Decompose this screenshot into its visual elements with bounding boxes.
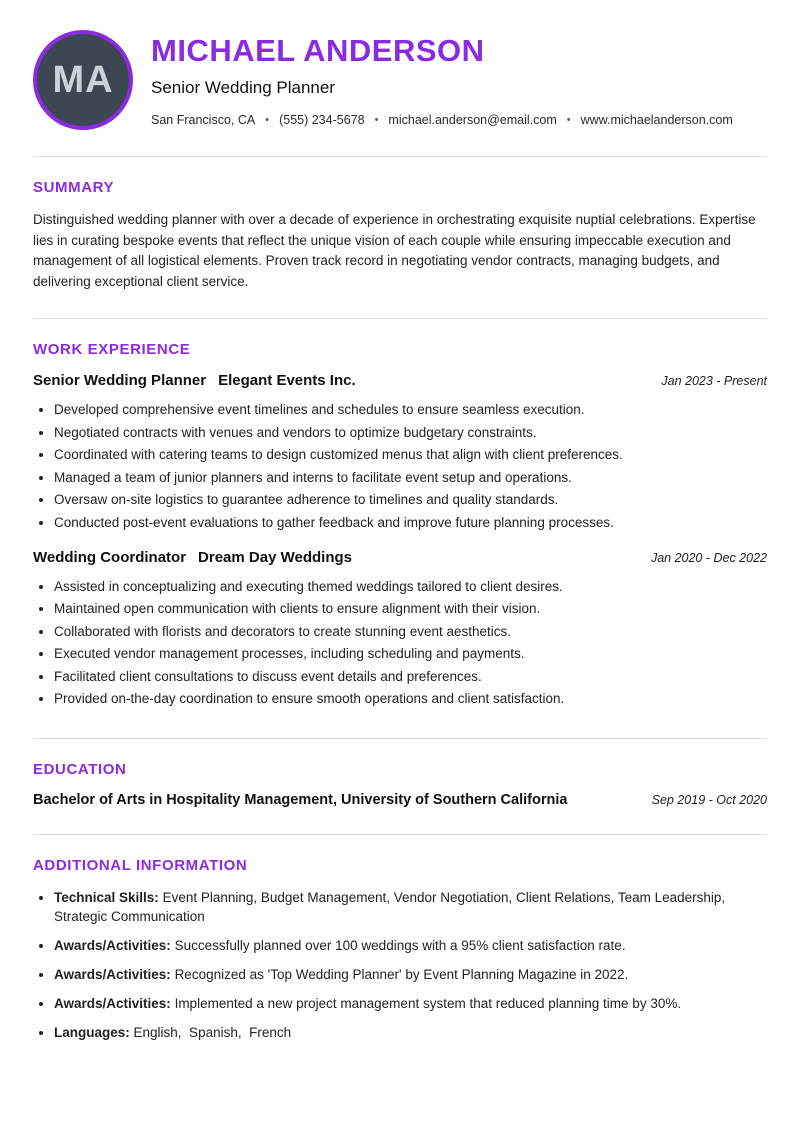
contact-separator: • [566,114,571,126]
contact-separator: • [374,114,379,126]
bullet-item: • Managed a team of junior planners and interns to facilitate event setup and operations. [54,468,767,488]
additional-item [54,888,767,926]
additional-item-text: Event Planning, Budget Management, Vendor Negotiation, Client Relations, Team Leadership, Strategic Communication [54,889,729,924]
candidate-name: MICHAEL ANDERSON [151,33,485,68]
contact-separator: • [265,114,270,126]
bullet-item: • Executed vendor management processes, including scheduling and payments. [54,644,767,664]
job-header [33,372,767,389]
bullet-item: • Conducted post-event evaluations to gather feedback and improve future planning processes. [54,513,767,533]
job-entry [33,372,767,533]
additional-item-label: Languages: [54,1024,130,1040]
bullet-item: • Collaborated with florists and decorators to create stunning event aesthetics. [54,622,767,642]
bullet-item: • Provided on-the-day coordination to ensure smooth operations and client satisfaction. [54,689,767,709]
education-heading: EDUCATION [33,760,127,778]
additional-item-text: English, Spanish, French [133,1024,292,1040]
job-titleline [33,549,352,566]
education-dates: Sep 2019 - Oct 2020 [651,792,767,807]
summary-heading: SUMMARY [33,179,115,196]
candidate-title: Senior Wedding Planner [151,78,335,97]
additional-item-text: Recognized as 'Top Wedding Planner' by Event Planning Magazine in 2022. [174,966,629,982]
contact-item: michael.anderson@email.com [388,113,557,127]
job-company: Elegant Events Inc. [218,372,356,389]
bullet-item: • Facilitated client consultations to discuss event details and preferences. [54,667,767,687]
additional-info-section [33,835,767,1078]
bullet-item: • Oversaw on-site logistics to guarantee adherence to timelines and quality standards. [54,490,767,510]
summary-section [33,157,767,319]
job-dates: Jan 2020 - Dec 2022 [650,550,767,565]
additional-info-heading: ADDITIONAL INFORMATION [33,856,248,874]
job-list [33,372,767,709]
bullet-item: • Maintained open communication with clients to ensure alignment with their vision. [54,599,767,619]
bullet-item: • Coordinated with catering teams to design customized menus that align with client preferences. [54,445,767,465]
additional-item [54,965,767,984]
header-text [151,33,733,127]
additional-info-list [33,888,767,1042]
resume-header [33,30,767,157]
avatar-initials: MA [52,58,114,101]
additional-item [54,994,767,1013]
job-entry [33,549,767,710]
additional-item-label: Awards/Activities: [54,937,171,953]
bullet-item: • Developed comprehensive event timelines and schedules to ensure seamless execution. [54,400,767,420]
additional-item-label: Awards/Activities: [54,966,171,982]
job-bullets [33,577,767,710]
job-titleline [33,372,356,389]
education-entry [33,792,767,808]
job-dates: Jan 2023 - Present [661,374,767,388]
education-degree: Bachelor of Arts in Hospitality Management, University of Southern California [33,791,568,808]
bullet-item: • Assisted in conceptualizing and executing themed weddings tailored to client desires. [54,577,767,597]
job-bullets [33,400,767,533]
education-section [33,739,767,835]
additional-item [54,936,767,955]
additional-item [54,1023,767,1042]
job-company: Dream Day Weddings [198,548,352,566]
bullet-item: • Negotiated contracts with venues and vendors to optimize budgetary constraints. [54,423,767,443]
additional-item-text: Successfully planned over 100 weddings with a 95% client satisfaction rate. [174,937,626,953]
summary-text: Distinguished wedding planner with over a decade of experience in orchestrating exquisite nuptial celebrations. Expertise lies in curating bespoke events that reflect the unique vision of each couple while ensuring impeccable execution and management of all logistical elements. Proven track record in negotiating vendor contracts, managing budgets, and delivering exceptional client service. [33,212,756,289]
contact-item: San Francisco, CA [151,113,256,127]
work-experience-heading: WORK EXPERIENCE [33,341,191,358]
contact-row [151,113,733,127]
avatar [33,30,133,130]
additional-item-label: Technical Skills: [54,889,159,905]
contact-item: www.michaelanderson.com [580,113,733,127]
additional-item-label: Awards/Activities: [54,995,171,1011]
contact-item: (555) 234-5678 [279,113,365,127]
work-experience-section [33,319,767,739]
job-title: Senior Wedding Planner [33,372,207,389]
additional-item-text: Implemented a new project management system that reduced planning time by 30%. [174,995,682,1011]
job-header [33,549,767,566]
job-title: Wedding Coordinator [33,548,187,566]
